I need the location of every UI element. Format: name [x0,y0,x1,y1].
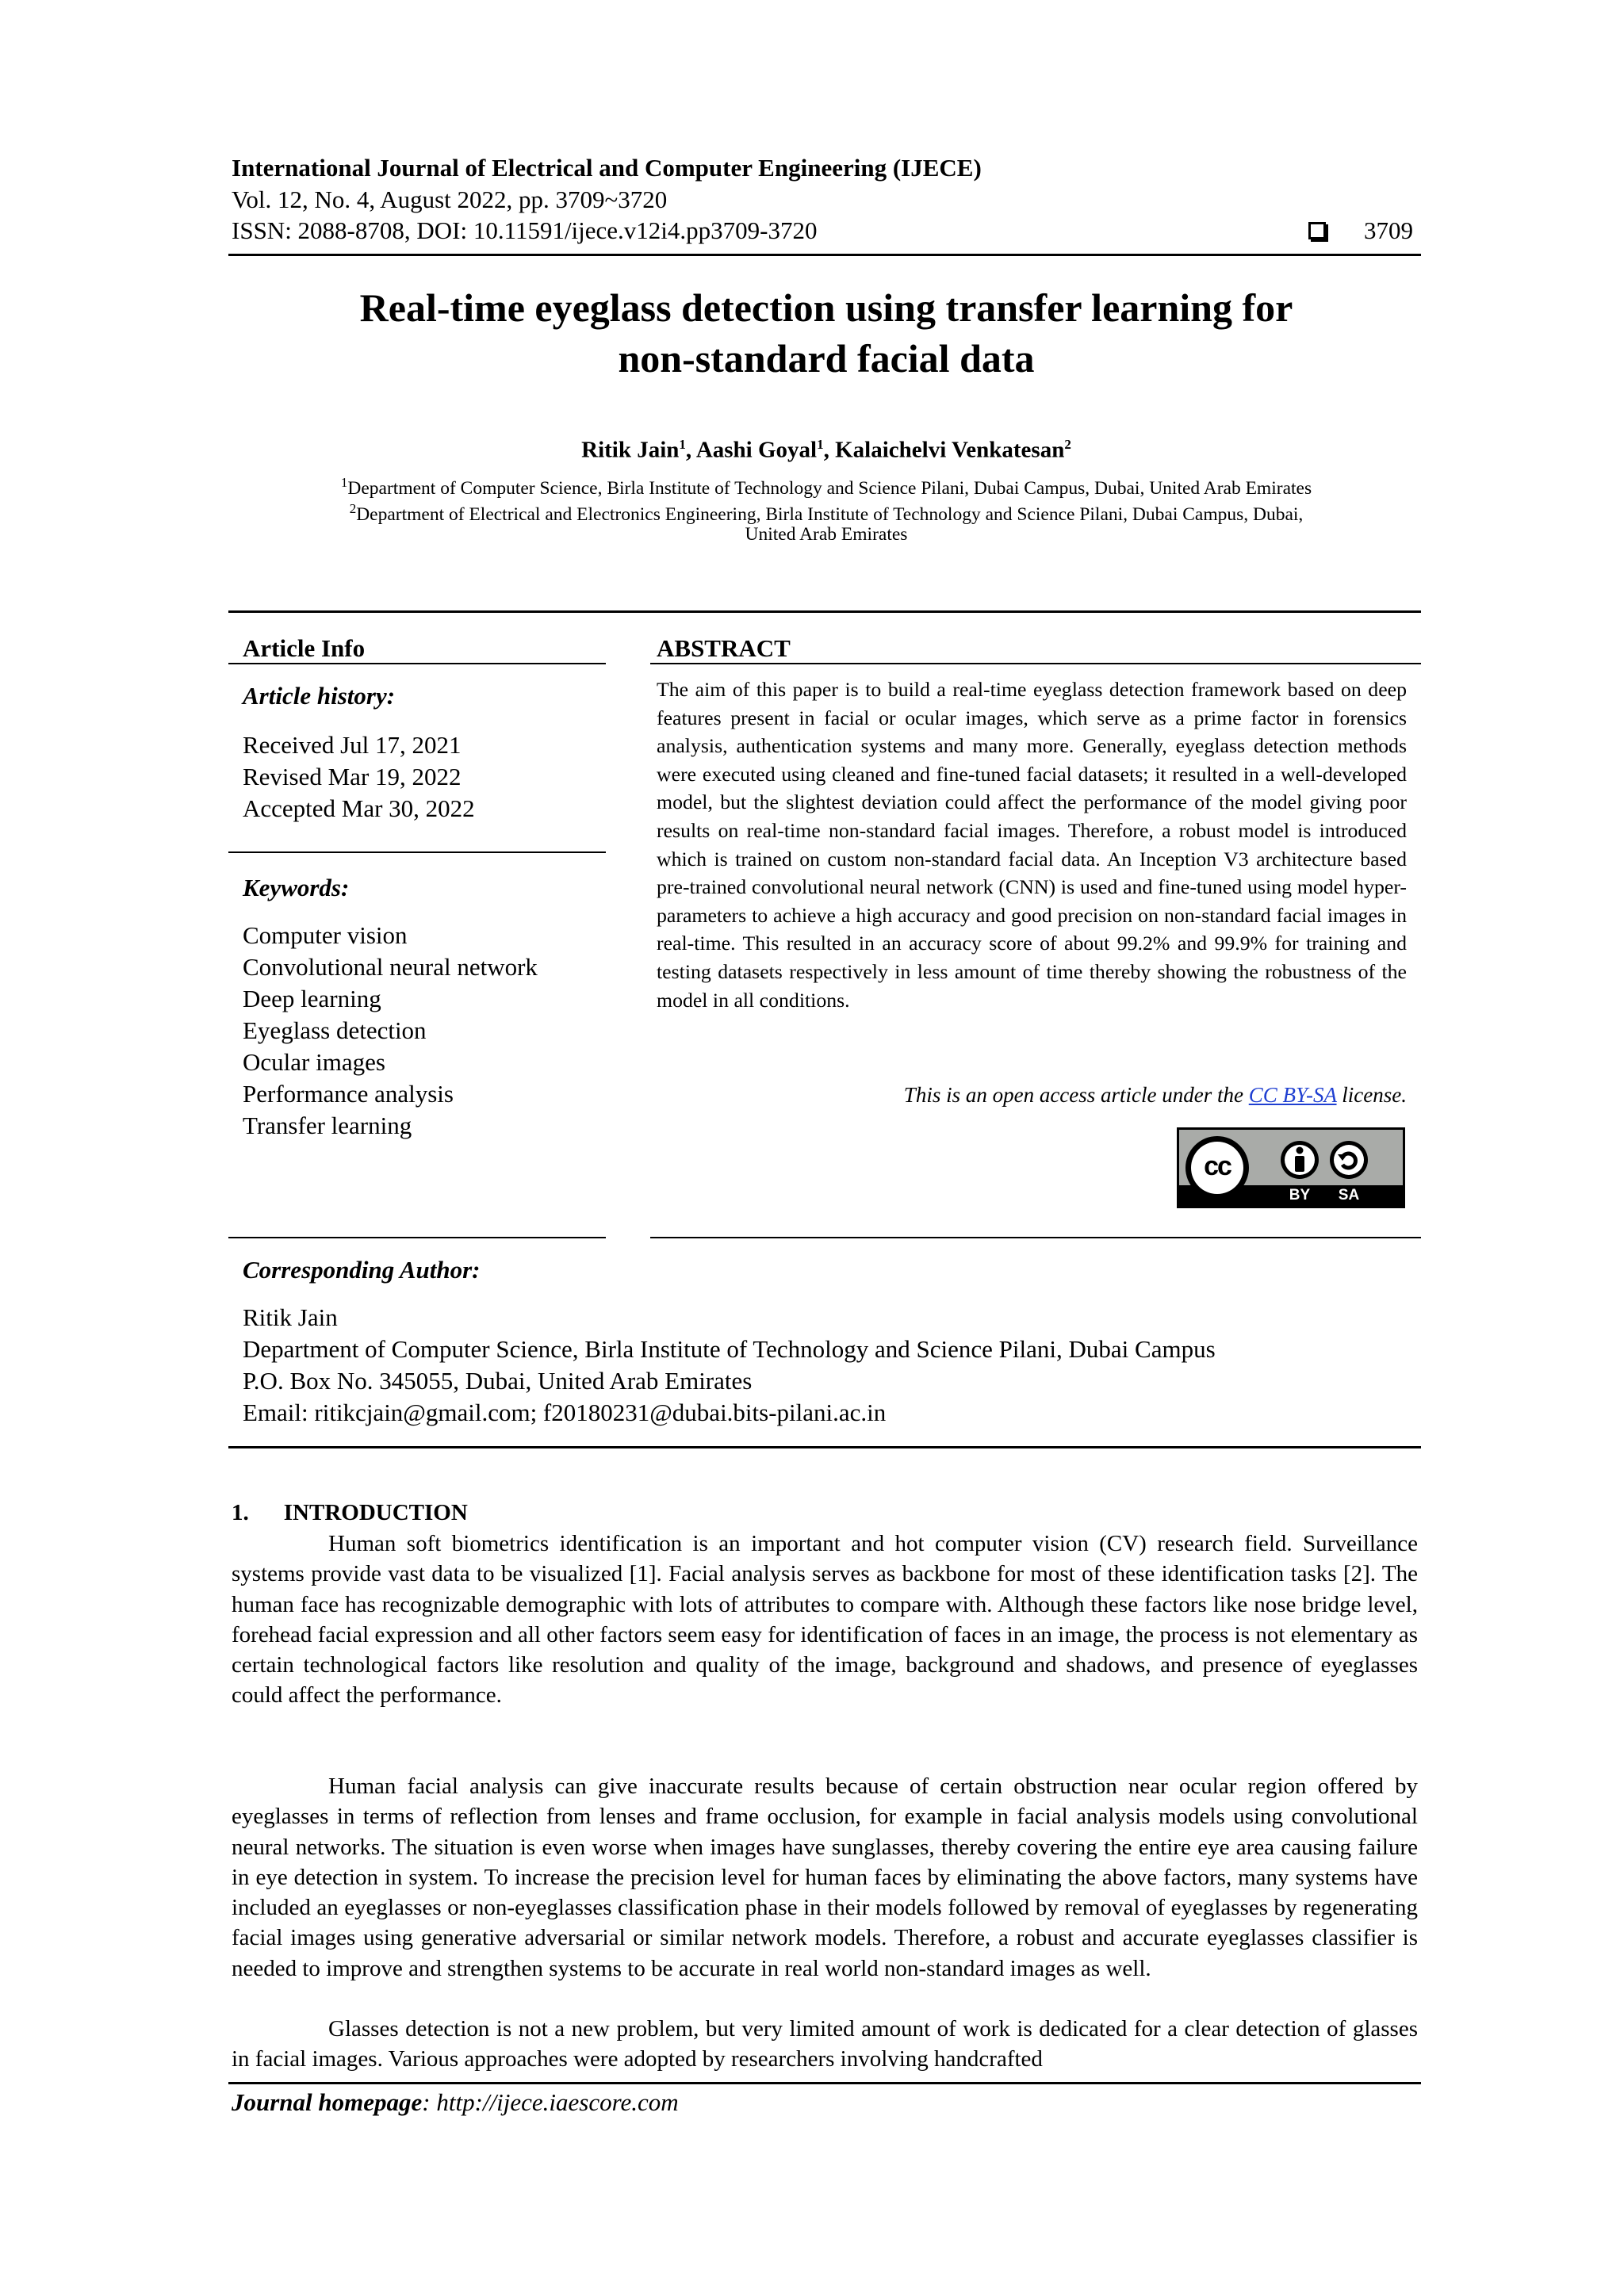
abstract-heading: ABSTRACT [657,634,791,662]
journal-volume: Vol. 12, No. 4, August 2022, pp. 3709~3720 [232,186,668,213]
keywords-heading: Keywords: [243,874,350,901]
author-affil-mark: 1 [679,437,686,452]
open-access-suffix: license. [1336,1083,1407,1107]
by-label: BY [1289,1187,1311,1203]
keyword-item: Computer vision [243,921,408,949]
license-link[interactable]: CC BY-SA [1248,1083,1337,1107]
checkbox-symbol-icon [1308,222,1326,239]
intro-paragraph [232,1529,1418,1711]
keyword-item: Convolutional neural network [243,953,538,981]
affil-mark: 2 [349,501,357,516]
homepage-url[interactable]: : http://ijece.iaescore.com [422,2088,679,2116]
intro-paragraph-text: Glasses detection is not a new problem, but very limited amount of work is dedicated for a clear detection of glasses in facial images. Various approaches were adopted by researchers involving handcrafted [232,2016,1418,2072]
received-date: Received Jul 17, 2021 [243,731,462,759]
author-affil-mark: 1 [817,437,824,452]
corresponding-author-heading: Corresponding Author: [243,1256,481,1284]
open-access-statement [657,1083,1407,1108]
intro-paragraph [232,1771,1418,1984]
paper-title [232,282,1421,384]
abstract-underline [650,663,1421,664]
affil-text: Department of Electrical and Electronics Engineering, Birla Institute of Technology and Science Pilani, Dubai Campus, Dubai, [356,503,1304,525]
intro-paragraph [232,2014,1418,2075]
intro-paragraph-text: Human soft biometrics identification is an important and hot computer vision (CV) research field. Surveillance systems provide vast data to be visualized [1]. Facial analysis serves as backbone for most of these identification tasks [2]. The human face has recognizable demographic with lots of attributes to compare with. Although these factors like nose bridge level, forehead facial expression and all other factors seem easy for identification of faces in an image, the process is not elementary as certain technological factors like resolution and quality of the image, background and shadows, and presence of eyeglasses could affect the performance. [232,1531,1418,1709]
section-number: 1. [232,1500,249,1525]
cc-icon: cc [1204,1151,1231,1181]
author-email-line: Email: ritikcjain@gmail.com; f20180231@dubai.bits-pilani.ac.in [243,1399,887,1426]
affil-text: United Arab Emirates [745,524,908,545]
section-heading [232,1500,468,1526]
cc-by-sa-badge[interactable] [1177,1127,1405,1208]
homepage-label: Journal homepage [232,2088,423,2116]
journal-name: International Journal of Electrical and Computer Engineering (IJECE) [232,154,982,182]
keyword-item: Ocular images [243,1048,385,1076]
author-name: Ritik Jain [581,437,680,463]
revised-date: Revised Mar 19, 2022 [243,763,462,790]
author-affil-mark: 2 [1064,437,1071,452]
author-name-line: Ritik Jain [243,1303,338,1331]
header-rule [228,254,1421,256]
article-history-heading: Article history: [243,682,396,710]
keyword-item: Transfer learning [243,1112,412,1139]
article-info-underline [228,663,606,664]
journal-homepage [232,2088,679,2117]
accepted-date: Accepted Mar 30, 2022 [243,794,475,822]
keyword-item: Deep learning [243,985,381,1012]
paper-title-line-2: non-standard facial data [618,336,1035,381]
affil-mark: 1 [340,475,348,490]
affiliation-2-cont [232,522,1421,547]
author-name: Aashi Goyal [695,437,818,463]
author-name: Kalaichelvi Venkatesan [835,437,1065,463]
keyword-list [243,920,538,1142]
paper-title-line-1: Real-time eyeglass detection using transfer learning for [359,285,1293,330]
affil-text: Department of Computer Science, Birla Institute of Technology and Science Pilani, Dubai Campus, Dubai, United Arab Emirates [347,477,1312,499]
open-access-prefix: This is an open access article under the [903,1083,1249,1107]
history-rule [228,851,606,853]
abstract-bottom-rule [650,1237,1421,1238]
author-department-line: Department of Computer Science, Birla Institute of Technology and Science Pilani, Dubai Campus [243,1335,1216,1363]
section-title: INTRODUCTION [283,1500,468,1525]
page-number: 3709 [1364,216,1413,244]
journal-issn-doi: ISSN: 2088-8708, DOI: 10.11591/ijece.v12i4.pp3709-3720 [232,216,818,244]
keywords-bottom-rule [228,1237,606,1238]
footer-rule [228,2082,1421,2084]
keyword-item: Performance analysis [243,1080,454,1108]
info-top-rule [228,610,1421,613]
corresponding-author-details [243,1302,1216,1429]
sa-label: SA [1338,1187,1360,1203]
article-info-heading: Article Info [243,634,366,662]
keyword-item: Eyeglass detection [243,1016,427,1044]
author-address-line: P.O. Box No. 345055, Dubai, United Arab Emirates [243,1367,753,1395]
author-list: Ritik Jain$^1$, Aashi Goyal$^1$, Kalaichelvi Venkatesan$^2$ [581,437,1071,463]
intro-paragraph-text: Human facial analysis can give inaccurate results because of certain obstruction near ocular region offered by eyeglasses in terms of reflection from lenses and frame occlusion, for example in facial analysis models using convolutional neural networks. The situation is even worse when images have sunglasses, thereby covering the entire eye area causing failure in eye detection in system. To increase the precision level for human faces by eliminating the above factors, many systems have included an eyeglasses or non-eyeglasses classification phase in their models followed by removal of eyeglasses by regenerating facial images using generative adversarial or similar network models. Therefore, a robust and accurate eyeglasses classifier is needed to improve and strengthen systems to be accurate in real world non-standard images as well. [232,1774,1418,1981]
abstract-text: The aim of this paper is to build a real-time eyeglass detection framework based on deep features present in facial or ocular images, which serve as a prime factor in forensics analysis, authentication systems and many more. Generally, eyeglass detection methods were executed using cleaned and fine-tuned facial datasets; it resulted in a well-developed model, but the slightest deviation could affect the performance of the model giving poor results on real-time non-standard facial images. Therefore, a robust model is introduced which is trained on custom non-standard facial data. An Inception V3 architecture based pre-trained convolutional neural network (CNN) is used and fine-tuned using model hyper-parameters to achieve a high accuracy and good precision on non-standard facial images in real-time. This resulted in an accuracy score of about 99.2% and 99.9% for training and testing datasets respectively in less amount of time thereby showing the robustness of the model in all conditions. [657,678,1407,1012]
author-box-bottom-rule [228,1446,1421,1448]
